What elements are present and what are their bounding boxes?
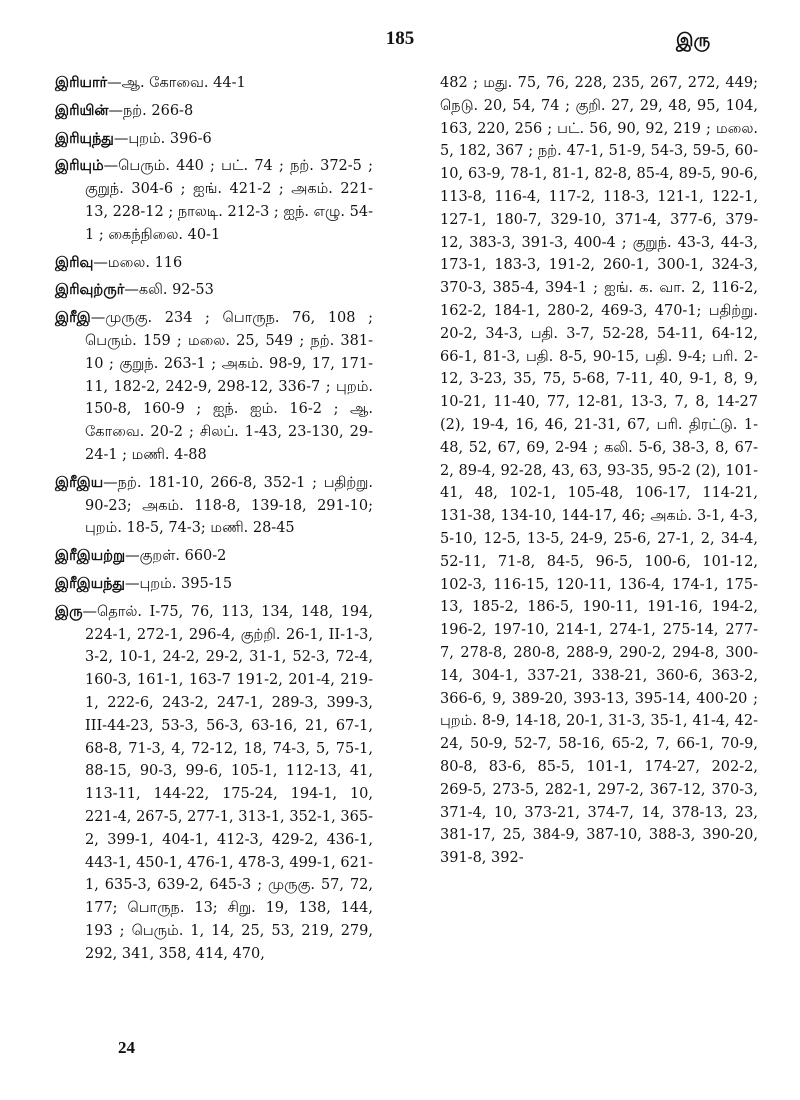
entry-references: —புறம். 396-6 [113, 130, 212, 147]
running-head: இரு [676, 30, 711, 51]
left-column [55, 72, 373, 970]
entry-references: —நற். 181-10, 266-8, 352-1 ; பதிற்று. 90-23; அகம். 118-8, 139-18, 291-10; புறம். 18-5, 74-3; மணி. 28-45 [85, 474, 373, 537]
index-entry [55, 601, 373, 966]
right-column [440, 72, 758, 870]
entry-references: —புறம். 395-15 [125, 575, 233, 592]
page-number: 185 [385, 28, 415, 49]
index-entry [55, 573, 373, 596]
entry-headword: இரீஇய [55, 473, 104, 491]
entry-headword: இரீஇ [55, 309, 91, 327]
entry-references: —பெரும். 440 ; பட். 74 ; நற். 372-5 ; குறுந். 304-6 ; ஐங். 421-2 ; அகம். 221-13, 228-12 ; நாலடி. 212-3 ; ஐந். எழு. 54-1 ; கைந்நிலை. 40-1 [85, 158, 373, 243]
entry-headword: இரீஇயந்து [55, 574, 126, 592]
entry-headword: இரிவு [55, 253, 94, 271]
entry-references: —நற். 266-8 [108, 102, 194, 119]
entry-headword: இரியின் [55, 101, 109, 119]
entry-references: —முருகு. 234 ; பொருந. 76, 108 ; பெரும். 159 ; மலை. 25, 549 ; நற். 381-10 ; குறுந். 263-1 ; அகம். 98-9, 17, 171-11, 182-2, 242-9, 298-12, 336-7 ; புறம். 150-8, 160-9 ; ஐந். ஐம். 16-2 ; ஆ. கோவை. 20-2 ; சிலப். 1-43, 23-130, 29-24-1 ; மணி. 4-88 [85, 310, 373, 463]
index-entry [55, 545, 373, 568]
index-entry [55, 72, 373, 95]
index-entry [55, 155, 373, 246]
index-entry [55, 100, 373, 123]
index-entry [55, 472, 373, 540]
index-entry [55, 128, 373, 151]
continued-entry-text: 482 ; மது. 75, 76, 228, 235, 267, 272, 449; நெடு. 20, 54, 74 ; குறி. 27, 29, 48, 95, 104, 163, 220, 256 ; பட். 56, 90, 92, 219 ; மலை. 5, 182, 367 ; நற். 47-1, 51-9, 54-3, 59-5, 60-10, 63-9, 78-1, 81-1, 82-8, 85-4, 89-5, 90-6, 113-8, 116-4, 117-2, 118-3, 121-1, 122-1, 127-1, 180-7, 329-10, 371-4, 377-6, 379-12, 383-3, 391-3, 400-4 ; குறுந். 43-3, 44-3, 173-1, 183-3, 191-2, 260-1, 300-1, 324-3, 370-3, 385-4, 394-1 ; ஐங். க. வா. 2, 116-2, 162-2, 184-1, 280-2, 469-3, 470-1; பதிற்று. 20-2, 34-3, பதி. 3-7, 52-28, 54-11, 64-12, 66-1, 81-3, பதி. 8-5, 90-15, பதி. 9-4; பரி. 2-12, 3-23, 35, 75, 5-68, 7-11, 40, 9-1, 8, 9, 10-21, 11-40, 77, 12-81, 13-3, 7, 8, 14-27 (2), 19-4, 16, 46, 21-31, 67, பரி. திரட்டு. 1-48, 52, 67, 69, 2-94 ; கலி. 5-6, 38-3, 8, 67-2, 89-4, 92-28, 43, 63, 93-35, 95-2 (2), 101-41, 48, 102-1, 105-48, 106-17, 114-21, 131-38, 134-10, 144-17, 46; அகம். 3-1, 4-3, 5-10, 12-5, 13-5, 24-9, 25-6, 27-1, 2, 34-4, 52-11, 71-8, 84-5, 96-5, 100-6, 101-12, 102-3, 116-15, 120-11, 136-4, 174-1, 175-13, 185-2, 186-5, 190-11, 191-16, 194-2, 196-2, 197-10, 214-1, 274-1, 275-14, 277-7, 278-8, 280-8, 288-9, 290-2, 294-8, 300-14, 304-1, 337-21, 338-21, 360-6, 363-2, 366-6, 9, 389-20, 393-13, 395-14, 400-20 ; புறம். 8-9, 14-18, 20-1, 31-3, 35-1, 41-4, 42-24, 50-9, 52-7, 58-16, 65-2, 7, 66-1, 70-9, 80-8, 83-6, 85-5, 101-1, 174-27, 202-2, 269-5, 273-5, 282-1, 297-2, 367-12, 370-3, 371-4, 10, 373-21, 374-7, 14, 378-13, 23, 381-17, 25, 384-9, 387-10, 388-3, 390-20, 391-8, 392- [440, 75, 758, 867]
entry-headword: இரீஇயற்று [55, 547, 126, 565]
entry-headword: இரியார் [55, 74, 108, 91]
entry-references: —ஆ. கோவை. 44-1 [107, 75, 246, 91]
index-entry [55, 252, 373, 275]
entry-headword: இரிவுற்ருர் [55, 281, 125, 299]
entry-headword: இரியும் [55, 157, 104, 175]
entry-references: —கலி. 92-53 [124, 282, 214, 299]
index-entry [55, 307, 373, 467]
entry-references: —தொல். I-75, 76, 113, 134, 148, 194, 224-1, 272-1, 296-4, குற்றி. 26-1, II-1-3, 3-2, 10-1, 24-2, 29-2, 31-1, 52-3, 72-4, 160-3, 161-1, 163-7 191-2, 201-4, 219-1, 222-6, 243-2, 247-1, 289-3, 399-3, III-44-23, 53-3, 56-3, 63-16, 21, 67-1, 68-8, 71-3, 4, 72-12, 18, 74-3, 5, 75-1, 88-15, 90-3, 99-6, 105-1, 112-13, 41, 113-11, 144-22, 175-24, 194-1, 10, 221-4, 267-5, 277-1, 313-1, 352-1, 365-2, 399-1, 404-1, 412-3, 429-2, 436-1, 443-1, 450-1, 476-1, 478-3, 499-1, 621-1, 635-3, 639-2, 645-3 ; முருகு. 57, 72, 177; பொருந. 13; சிறு. 19, 138, 144, 193 ; பெரும். 1, 14, 25, 53, 219, 279, 292, 341, 358, 414, 470, [82, 603, 373, 962]
entry-headword: இரியுந்து [55, 129, 114, 147]
entry-references: —குறள். 660-2 [125, 548, 227, 565]
entry-references: —மலை. 116 [93, 254, 183, 271]
index-entry [55, 279, 373, 302]
printer-signature-mark: 24 [118, 1038, 135, 1057]
entry-headword: இரு [55, 602, 83, 620]
